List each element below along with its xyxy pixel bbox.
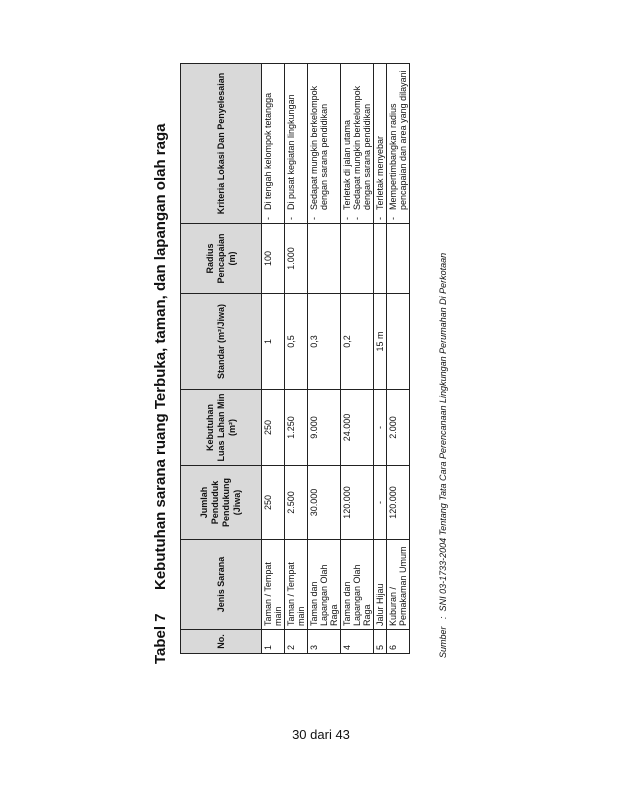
cell-kriteria — [308, 64, 341, 224]
kriteria-item — [388, 67, 408, 220]
cell-kebutuhan-luas: 250 — [262, 390, 285, 466]
kriteria-text: Terletak menyebar — [375, 135, 385, 210]
cell-kebutuhan-luas: - — [374, 390, 387, 466]
bullet-dash-icon: - — [352, 217, 362, 220]
bullet-dash-icon: - — [286, 217, 296, 220]
bullet-dash-icon: - — [309, 217, 319, 220]
header-jenis-sarana: Jenis Sarana — [181, 540, 262, 630]
rotated-page-content — [148, 64, 468, 664]
header-jumlah-penduduk: Jumlah Penduduk Pendukung (Jiwa) — [181, 466, 262, 540]
kriteria-item — [375, 67, 385, 220]
source-separator: : — [438, 616, 448, 619]
kriteria-text: Mempertimbangkan radius pencapaian dan area yang dilayani — [388, 70, 408, 210]
cell-kriteria — [262, 64, 285, 224]
requirements-table — [180, 63, 410, 654]
table-row — [387, 64, 410, 654]
cell-radius — [341, 224, 374, 294]
cell-jenis-sarana: Taman / Tempat main — [285, 540, 308, 630]
header-radius: Radius Pencapaian (m) — [181, 224, 262, 294]
kriteria-item — [352, 67, 372, 220]
page-number: 30 dari 43 — [292, 727, 350, 742]
cell-kriteria — [387, 64, 410, 224]
cell-jumlah-penduduk: 120.000 — [341, 466, 374, 540]
source-note — [438, 64, 448, 658]
bullet-dash-icon: - — [342, 217, 352, 220]
kriteria-item — [263, 67, 273, 220]
cell-jenis-sarana: Taman dan Lapangan Olah Raga — [308, 540, 341, 630]
cell-standar: 0,2 — [341, 294, 374, 390]
kriteria-item — [286, 67, 296, 220]
cell-standar: 0,3 — [308, 294, 341, 390]
kriteria-item — [342, 67, 352, 220]
cell-jumlah-penduduk: 30.000 — [308, 466, 341, 540]
bullet-dash-icon: - — [388, 217, 398, 220]
cell-no: 5 — [374, 630, 387, 654]
cell-radius — [374, 224, 387, 294]
cell-no: 3 — [308, 630, 341, 654]
cell-standar: 15 m — [374, 294, 387, 390]
cell-radius: 100 — [262, 224, 285, 294]
cell-standar: 0,5 — [285, 294, 308, 390]
cell-no: 1 — [262, 630, 285, 654]
table-body — [262, 64, 410, 654]
cell-kebutuhan-luas: 2.000 — [387, 390, 410, 466]
header-standar: Standar (m²/Jiwa) — [181, 294, 262, 390]
cell-jumlah-penduduk: 120.000 — [387, 466, 410, 540]
kriteria-text: Di tengah kelompok tetangga — [263, 92, 273, 210]
kriteria-text: Sedapat mungkin berkelompok dengan sarana pendidikan — [352, 85, 372, 210]
kriteria-text: Di pusat kegiatan lingkungan — [286, 94, 296, 210]
table-row — [308, 64, 341, 654]
cell-no: 4 — [341, 630, 374, 654]
table-title — [148, 64, 174, 664]
cell-radius — [387, 224, 410, 294]
cell-jenis-sarana: Taman dan Lapangan Olah Raga — [341, 540, 374, 630]
cell-no: 6 — [387, 630, 410, 654]
kriteria-item — [309, 67, 329, 220]
cell-radius: 1.000 — [285, 224, 308, 294]
cell-jenis-sarana: Taman / Tempat main — [262, 540, 285, 630]
cell-kriteria — [285, 64, 308, 224]
kriteria-text: Sedapat mungkin berkelompok dengan sarana pendidikan — [309, 85, 329, 210]
cell-standar: 1 — [262, 294, 285, 390]
table-number: Tabel 7 — [152, 613, 169, 664]
table-row — [374, 64, 387, 654]
source-label: Sumber — [438, 626, 448, 658]
cell-jumlah-penduduk: 250 — [262, 466, 285, 540]
header-no: No. — [181, 630, 262, 654]
cell-no: 2 — [285, 630, 308, 654]
cell-kebutuhan-luas: 1.250 — [285, 390, 308, 466]
header-kriteria: Kriteria Lokasi Dan Penyelesaian — [181, 64, 262, 224]
bullet-dash-icon: - — [263, 217, 273, 220]
cell-jumlah-penduduk: 2.500 — [285, 466, 308, 540]
table-row — [341, 64, 374, 654]
cell-kriteria — [374, 64, 387, 224]
header-kebutuhan-luas: Kebutuhan Luas Lahan Min (m²) — [181, 390, 262, 466]
cell-kriteria — [341, 64, 374, 224]
cell-jenis-sarana: Jalur Hijau — [374, 540, 387, 630]
cell-radius — [308, 224, 341, 294]
kriteria-text: Terletak di jalan utama — [342, 119, 352, 210]
cell-jumlah-penduduk: - — [374, 466, 387, 540]
table-title-text: Kebutuhan sarana ruang Terbuka, taman, dan lapangan olah raga — [152, 123, 169, 590]
cell-kebutuhan-luas: 9.000 — [308, 390, 341, 466]
cell-kebutuhan-luas: 24.000 — [341, 390, 374, 466]
table-row — [262, 64, 285, 654]
table-header-row — [181, 64, 262, 654]
bullet-dash-icon: - — [375, 217, 385, 220]
cell-jenis-sarana: Kuburan / Pemakaman Umum — [387, 540, 410, 630]
table-row — [285, 64, 308, 654]
cell-standar — [387, 294, 410, 390]
source-text: SNI 03-1733-2004 Tentang Tata Cara Perencanaan Lingkungan Perumahan Di Perkotaan — [438, 252, 448, 612]
